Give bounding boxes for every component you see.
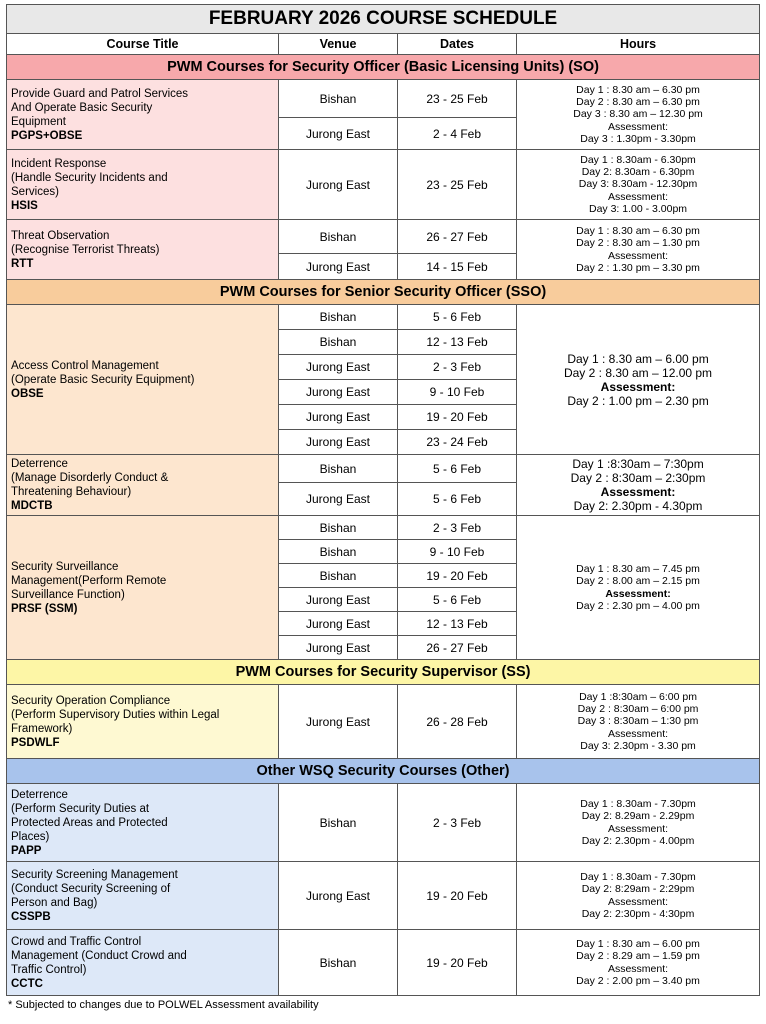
dates-cell: 14 - 15 Feb: [398, 254, 517, 280]
hours-line: Day 1 : 8.30am - 6.30pm: [580, 153, 696, 166]
course-title-line: Security Operation Compliance: [11, 694, 171, 707]
table-row: [7, 862, 760, 930]
venue-cell: Bishan: [279, 305, 398, 330]
schedule-body: [7, 5, 760, 996]
header-venue: Venue: [279, 34, 398, 55]
course-title-cell: [7, 455, 279, 516]
course-code: MDCTB: [11, 500, 53, 512]
course-code: CCTC: [11, 977, 43, 990]
course-title-line: Places): [11, 830, 50, 843]
hours-cell: [517, 220, 760, 280]
header-dates: Dates: [398, 34, 517, 55]
dates-cell: 5 - 6 Feb: [398, 588, 517, 612]
dates-cell: 2 - 3 Feb: [398, 516, 517, 540]
course-title-cell: [7, 150, 279, 220]
venue-cell: Jurong East: [279, 588, 398, 612]
section-row: [7, 280, 760, 305]
hours-cell: [517, 862, 760, 930]
hours-line: Day 2: 2:30pm - 4:30pm: [581, 907, 695, 920]
schedule-sheet: [6, 4, 759, 1011]
hours-line: Day 2 : 8.30 am – 1.30 pm: [576, 237, 700, 250]
venue-cell: Bishan: [279, 516, 398, 540]
hours-cell: [517, 685, 760, 759]
course-title-line: Protected Areas and Protected: [11, 816, 168, 829]
venue-cell: Bishan: [279, 80, 398, 118]
hours-line: Day 2: 2.30pm - 4.30pm: [573, 499, 703, 513]
header-course-title: Course Title: [7, 34, 279, 55]
assessment-label: Assessment:: [600, 379, 676, 394]
course-title-line: Threatening Behaviour): [11, 486, 132, 498]
hours-line: Day 3: 2.30pm - 3.30 pm: [580, 739, 696, 752]
hours-cell: [517, 150, 760, 220]
page-title: FEBRUARY 2026 COURSE SCHEDULE: [7, 5, 760, 34]
dates-cell: 19 - 20 Feb: [398, 862, 517, 930]
venue-cell: Bishan: [279, 220, 398, 254]
venue-cell: Bishan: [279, 564, 398, 588]
hours-line: Day 1 : 8.30am - 7.30pm: [580, 797, 696, 810]
venue-cell: Bishan: [279, 930, 398, 996]
course-title-line: Services): [11, 185, 59, 198]
course-title-line: Crowd and Traffic Control: [11, 935, 142, 948]
course-title-line: Deterrence: [11, 458, 68, 470]
title-row: [7, 5, 760, 34]
course-title-line: Equipment: [11, 115, 66, 128]
course-title-line: Deterrence: [11, 788, 68, 801]
course-title-line: Management(Perform Remote: [11, 574, 167, 587]
table-row: [7, 305, 760, 330]
course-title-line: (Handle Security Incidents and: [11, 171, 168, 184]
course-title-line: (Manage Disorderly Conduct &: [11, 472, 169, 484]
course-title-line: (Operate Basic Security Equipment): [11, 373, 195, 386]
table-row: [7, 930, 760, 996]
dates-cell: 19 - 20 Feb: [398, 405, 517, 430]
course-title-line: Traffic Control): [11, 963, 87, 976]
hours-line: Day 2: 8.29am - 2.29pm: [581, 810, 695, 823]
course-title-line: Security Screening Management: [11, 868, 178, 881]
course-title-line: (Perform Supervisory Duties within Legal: [11, 708, 220, 721]
hours-line: Day 3 : 8.30 am – 12.30 pm: [573, 108, 703, 121]
venue-cell: Jurong East: [279, 254, 398, 280]
assessment-label: Assessment:: [600, 485, 676, 499]
hours-line: Day 3: 1.00 - 3.00pm: [588, 202, 688, 215]
hours-cell: [517, 455, 760, 516]
course-title-cell: [7, 862, 279, 930]
course-title-line: (Recognise Terrorist Threats): [11, 243, 160, 256]
venue-cell: Jurong East: [279, 150, 398, 220]
course-title-line: Security Surveillance: [11, 560, 119, 573]
hours-cell: [517, 784, 760, 862]
course-code: HSIS: [11, 199, 38, 212]
section-header-sso: PWM Courses for Senior Security Officer (SSO): [7, 280, 760, 305]
course-code: RTT: [11, 257, 34, 270]
course-title-line: (Perform Security Duties at: [11, 802, 150, 815]
venue-cell: Jurong East: [279, 380, 398, 405]
dates-cell: 23 - 25 Feb: [398, 150, 517, 220]
venue-cell: Bishan: [279, 540, 398, 564]
hours-line: Day 1 : 8.30 am – 6.00 pm: [576, 937, 700, 950]
section-row: [7, 660, 760, 685]
dates-cell: 23 - 25 Feb: [398, 80, 517, 118]
course-code: PAPP: [11, 844, 42, 857]
assessment-label: Assessment:: [607, 120, 669, 133]
table-row: [7, 685, 760, 759]
course-title-line: Threat Observation: [11, 229, 110, 242]
course-title-line: Provide Guard and Patrol Services: [11, 87, 189, 100]
course-title-cell: [7, 930, 279, 996]
course-title-cell: [7, 784, 279, 862]
dates-cell: 2 - 4 Feb: [398, 118, 517, 150]
dates-cell: 5 - 6 Feb: [398, 455, 517, 483]
hours-line: Day 2 : 1.30 pm – 3.30 pm: [576, 261, 700, 274]
dates-cell: 5 - 6 Feb: [398, 305, 517, 330]
table-row: [7, 516, 760, 540]
course-code: OBSE: [11, 387, 44, 400]
dates-cell: 12 - 13 Feb: [398, 612, 517, 636]
hours-line: Day 2 : 1.00 pm – 2.30 pm: [567, 393, 709, 408]
course-code: PGPS+OBSE: [11, 129, 83, 142]
hours-line: Day 3 : 8:30am – 1:30 pm: [577, 715, 699, 728]
section-row: [7, 759, 760, 784]
course-title-cell: [7, 220, 279, 280]
dates-cell: 9 - 10 Feb: [398, 380, 517, 405]
hours-line: Day 1 : 8.30 am – 6.30 pm: [576, 83, 700, 96]
venue-cell: Jurong East: [279, 355, 398, 380]
section-row: [7, 55, 760, 80]
hours-line: Day 3 : 1.30pm - 3.30pm: [580, 132, 696, 145]
table-row: [7, 80, 760, 118]
hours-line: Day 1 : 8.30 am – 7.45 pm: [576, 562, 700, 575]
dates-cell: 5 - 6 Feb: [398, 483, 517, 516]
venue-cell: Jurong East: [279, 430, 398, 455]
course-title-line: Person and Bag): [11, 896, 98, 909]
venue-cell: Jurong East: [279, 405, 398, 430]
venue-cell: Jurong East: [279, 612, 398, 636]
section-header-ss: PWM Courses for Security Supervisor (SS): [7, 660, 760, 685]
assessment-label: Assessment:: [607, 895, 669, 908]
hours-line: Day 1 :8:30am – 7:30pm: [572, 457, 704, 471]
assessment-label: Assessment:: [607, 190, 669, 203]
hours-line: Day 2 : 2.00 pm – 3.40 pm: [576, 974, 700, 987]
hours-line: Day 2 : 8.30 am – 6.30 pm: [576, 96, 700, 109]
assessment-label: Assessment:: [605, 587, 671, 600]
dates-cell: 12 - 13 Feb: [398, 330, 517, 355]
course-code: PRSF (SSM): [11, 602, 78, 615]
hours-line: Day 3: 8.30am - 12.30pm: [578, 178, 698, 191]
hours-cell: [517, 80, 760, 150]
table-row: [7, 784, 760, 862]
hours-line: Day 1 :8:30am – 6:00 pm: [579, 690, 697, 703]
hours-line: Day 1 : 8.30am - 7.30pm: [580, 870, 696, 883]
dates-cell: 19 - 20 Feb: [398, 564, 517, 588]
assessment-label: Assessment:: [607, 249, 669, 262]
assessment-label: Assessment:: [607, 962, 669, 975]
header-hours: Hours: [517, 34, 760, 55]
course-title-cell: [7, 685, 279, 759]
venue-cell: Jurong East: [279, 118, 398, 150]
hours-line: Day 2: 8.30am - 6.30pm: [581, 166, 695, 179]
course-title-line: And Operate Basic Security: [11, 101, 153, 114]
dates-cell: 26 - 27 Feb: [398, 636, 517, 660]
hours-cell: [517, 516, 760, 660]
hours-line: Day 2 : 2.30 pm – 4.00 pm: [576, 599, 700, 612]
venue-cell: Jurong East: [279, 483, 398, 516]
venue-cell: Bishan: [279, 330, 398, 355]
course-title-cell: [7, 305, 279, 455]
hours-line: Day 1 : 8.30 am – 6.30 pm: [576, 224, 700, 237]
venue-cell: Bishan: [279, 455, 398, 483]
course-title-line: (Conduct Security Screening of: [11, 882, 171, 895]
venue-cell: Jurong East: [279, 685, 398, 759]
course-title-line: Management (Conduct Crowd and: [11, 949, 187, 962]
venue-cell: Jurong East: [279, 862, 398, 930]
hours-line: Day 2 : 8:30am – 2:30pm: [570, 471, 706, 485]
dates-cell: 9 - 10 Feb: [398, 540, 517, 564]
course-code: PSDWLF: [11, 736, 60, 749]
dates-cell: 26 - 28 Feb: [398, 685, 517, 759]
table-row: [7, 150, 760, 220]
hours-line: Day 1 : 8.30 am – 6.00 pm: [567, 351, 709, 366]
venue-cell: Bishan: [279, 784, 398, 862]
course-title-cell: [7, 516, 279, 660]
assessment-label: Assessment:: [607, 727, 669, 740]
footnote: * Subjected to changes due to POLWEL Assessment availability: [8, 999, 319, 1011]
hours-line: Day 2 : 8.29 am – 1.59 pm: [576, 950, 700, 963]
dates-cell: 19 - 20 Feb: [398, 930, 517, 996]
schedule-table: [6, 4, 760, 996]
table-row: [7, 455, 760, 483]
course-title-line: Framework): [11, 722, 73, 735]
course-code: CSSPB: [11, 910, 51, 923]
dates-cell: 23 - 24 Feb: [398, 430, 517, 455]
course-title-line: Incident Response: [11, 157, 107, 170]
hours-line: Day 2: 8:29am - 2:29pm: [581, 883, 695, 896]
venue-cell: Jurong East: [279, 636, 398, 660]
course-title-cell: [7, 80, 279, 150]
dates-cell: 2 - 3 Feb: [398, 355, 517, 380]
hours-cell: [517, 930, 760, 996]
dates-cell: 2 - 3 Feb: [398, 784, 517, 862]
dates-cell: 26 - 27 Feb: [398, 220, 517, 254]
section-header-other: Other WSQ Security Courses (Other): [7, 759, 760, 784]
table-row: [7, 220, 760, 254]
section-header-so: PWM Courses for Security Officer (Basic Licensing Units) (SO): [7, 55, 760, 80]
course-title-line: Access Control Management: [11, 359, 159, 372]
hours-cell: [517, 305, 760, 455]
header-row: [7, 34, 760, 55]
course-title-line: Surveillance Function): [11, 588, 125, 601]
assessment-label: Assessment:: [607, 822, 669, 835]
hours-line: Day 2: 2.30pm - 4.00pm: [581, 834, 695, 847]
hours-line: Day 2 : 8.30 am – 12.00 pm: [563, 365, 713, 380]
hours-line: Day 2 : 8:30am – 6:00 pm: [577, 703, 699, 716]
hours-line: Day 2 : 8.00 am – 2.15 pm: [576, 575, 700, 588]
